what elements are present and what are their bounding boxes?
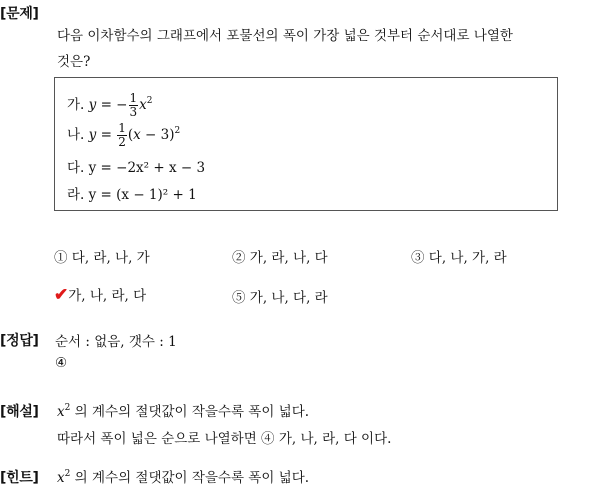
fraction: $\frac{1}{2}$ [118, 121, 126, 149]
equation-label: 가. [67, 97, 85, 113]
answer-tag: [정답] [0, 333, 39, 349]
equation-ga: 가. y = − $\frac{1}{3}$ $x^2$ [67, 91, 153, 119]
explanation-tag: [해설] [0, 404, 39, 420]
question-text-line1: 다음 이차함수의 그래프에서 포물선의 폭이 가장 넓은 것부터 순서대로 나열한 [57, 28, 513, 44]
equation-label: 다. [67, 160, 85, 176]
choice-4[interactable] [54, 284, 146, 305]
choice-2[interactable]: ② 가, 라, 나, 다 [232, 250, 328, 266]
choice-1[interactable]: ① 다, 라, 나, 가 [54, 250, 150, 266]
equation-na: 나. y = $\frac{1}{2}$ $(x - 3)^2$ [67, 121, 181, 149]
equation-da [67, 156, 205, 176]
choice-3[interactable]: ③ 다, 나, 가, 라 [411, 250, 507, 266]
hint-tag: [힌트] [0, 470, 39, 486]
fraction: $\frac{1}{3}$ [129, 91, 138, 119]
equation-label: 나. [67, 127, 85, 143]
explanation-line1: $x^2$ 의 계수의 절댓값이 작을수록 폭이 넓다. [57, 403, 310, 420]
choice-5[interactable]: ⑤ 가, 나, 다, 라 [232, 290, 328, 306]
explanation-line2: 따라서 폭이 넓은 순으로 나열하면 ④ 가, 나, 라, 다 이다. [57, 431, 392, 447]
choice-4-label: 가, 나, 라, 다 [68, 288, 147, 304]
equation-expr: y = (x − 1)² + 1 [88, 187, 197, 203]
equation-ra [67, 183, 197, 203]
question-text-line2: 것은? [57, 54, 91, 70]
equations-box [54, 77, 558, 211]
answer-line1: 순서 : 없음, 갯수 : 1 [55, 334, 177, 350]
equation-expr: y = −2x² + x − 3 [88, 160, 206, 176]
problem-tag: [문제] [0, 6, 39, 22]
hint-line1: $x^2$ 의 계수의 절댓값이 작을수록 폭이 넓다. [57, 469, 310, 486]
equation-label: 라. [67, 187, 85, 203]
answer-line2: ④ [55, 355, 68, 371]
check-mark-icon: ✔ [54, 285, 69, 305]
